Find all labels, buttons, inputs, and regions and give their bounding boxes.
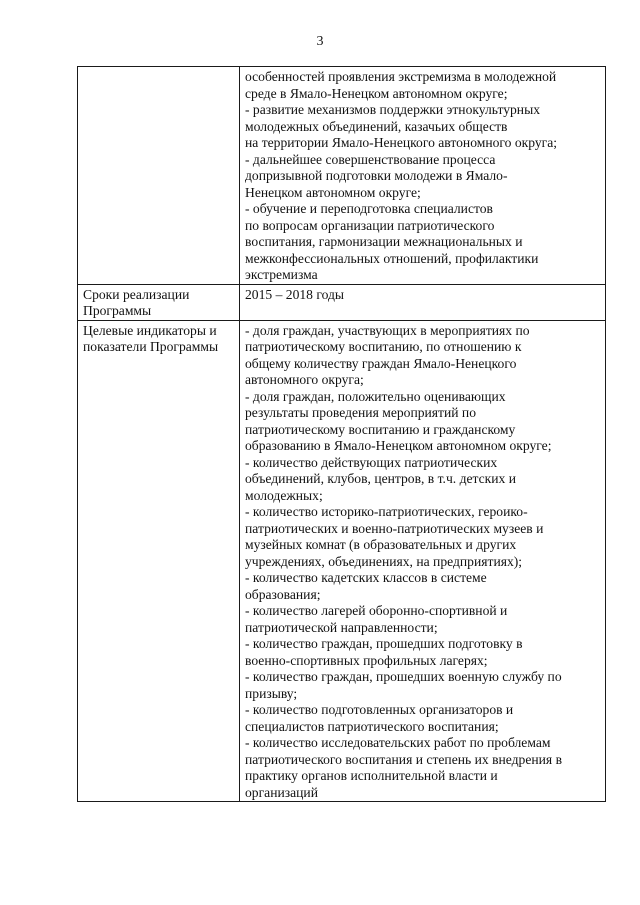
page-number: 3	[316, 34, 324, 49]
table-row	[78, 67, 606, 285]
row-content-line: учреждениях, объединениях, на предприятиях);	[245, 553, 523, 569]
row-content-line: объединений, клубов, центров, в т.ч. детских и	[245, 471, 517, 486]
row-label-cell	[78, 320, 240, 802]
row-content-line: допризывной подготовки молодежи в Ямало-	[245, 168, 508, 183]
row-content-line: - дальнейшее совершенствование процесса	[245, 151, 496, 167]
row-content-cell	[240, 320, 606, 802]
row-content-line: патриотическому воспитанию, по отношению к	[245, 339, 522, 354]
row-label-line: показатели Программы	[83, 339, 219, 354]
row-label-line: Сроки реализации	[83, 286, 190, 302]
row-content-line: - количество исследовательских работ по проблемам	[245, 735, 551, 750]
row-content-line: - количество граждан, прошедших подготовку в	[245, 636, 523, 651]
row-content-line: - количество граждан, прошедших военную службу по	[245, 669, 562, 684]
row-content-line: организаций	[245, 784, 318, 800]
row-label-cell	[78, 284, 240, 320]
row-content-line: Ненецком автономном округе;	[245, 184, 421, 200]
row-content-line: среде в Ямало-Ненецком автономном округе;	[245, 85, 508, 101]
row-label-cell	[78, 67, 240, 285]
row-content-line: - доля граждан, участвующих в мероприятиях по	[245, 322, 530, 338]
row-content-line: экстремизма	[245, 267, 318, 282]
row-content-line: автономного округа;	[245, 372, 364, 387]
table-row	[78, 320, 606, 802]
row-content-line: - количество историко-патриотических, героико-	[245, 504, 528, 519]
row-content-line: молодежных объединений, казачьих обществ	[245, 118, 508, 134]
row-content-line: специалистов патриотического воспитания;	[245, 718, 499, 734]
row-content-line: патриотического воспитания и степень их внедрения в	[245, 751, 562, 767]
row-content-line: образования;	[245, 586, 321, 602]
row-content-line: патриотической направленности;	[245, 619, 438, 635]
row-content-line: - количество подготовленных организаторов и	[245, 702, 514, 717]
row-content-cell	[240, 67, 606, 285]
table-row	[78, 284, 606, 320]
row-content-line: 2015 – 2018 годы	[245, 286, 345, 302]
row-content-line: патриотических и военно-патриотических музеев и	[245, 520, 544, 536]
row-content-line: результаты проведения мероприятий по	[245, 405, 477, 420]
table-body	[78, 67, 606, 802]
row-content-line: воспитания, гармонизации межнациональных и	[245, 234, 523, 249]
row-content-line: - количество кадетских классов в системе	[245, 570, 487, 585]
row-content-line: по вопросам организации патриотического	[245, 217, 495, 233]
row-content-line: на территории Ямало-Ненецкого автономного округа;	[245, 135, 558, 150]
row-content-line: музейных комнат (в образовательных и других	[245, 537, 517, 552]
row-content-line: - количество действующих патриотических	[245, 454, 498, 470]
row-content-line: особенностей проявления экстремизма в молодежной	[245, 69, 557, 84]
row-content-line: общему количеству граждан Ямало-Ненецкого	[245, 355, 517, 371]
row-content-line: - обучение и переподготовка специалистов	[245, 201, 493, 216]
row-content-line: военно-спортивных профильных лагерях;	[245, 652, 488, 668]
row-content-line: межконфессиональных отношений, профилактики	[245, 250, 539, 266]
row-content-line: - количество лагерей оборонно-спортивной и	[245, 603, 508, 618]
row-content-line: патриотическому воспитанию и гражданскому	[245, 421, 516, 437]
row-label-line: Целевые индикаторы и	[83, 322, 217, 338]
row-content-cell	[240, 284, 606, 320]
program-passport-table	[77, 66, 606, 802]
row-content-line: практику органов исполнительной власти и	[245, 768, 498, 783]
row-content-line: молодежных;	[245, 487, 323, 503]
row-content-line: призыву;	[245, 685, 298, 701]
row-content-line: образованию в Ямало-Ненецком автономном округе;	[245, 438, 552, 453]
row-content-line: - развитие механизмов поддержки этнокультурных	[245, 102, 541, 117]
row-label-line: Программы	[83, 303, 152, 318]
row-content-line: - доля граждан, положительно оценивающих	[245, 388, 506, 404]
